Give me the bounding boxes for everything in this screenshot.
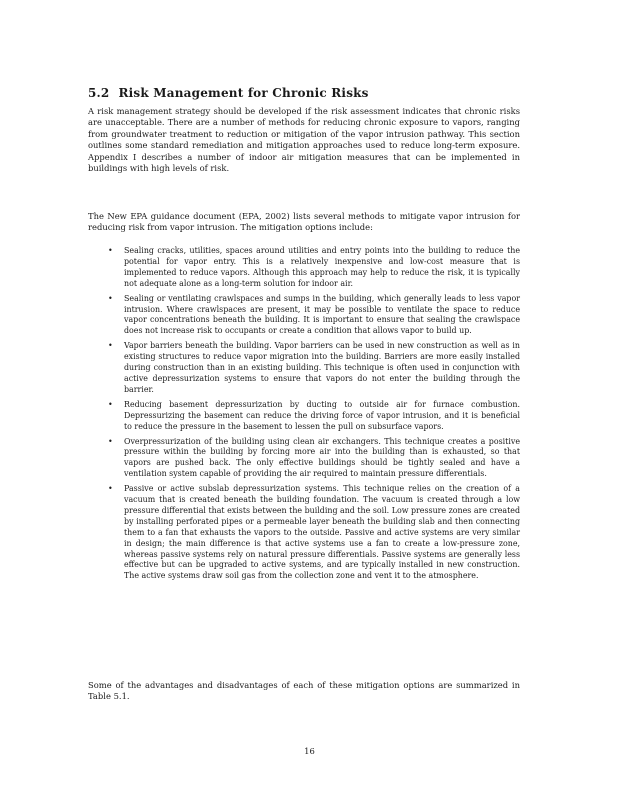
list-item — [108, 400, 520, 433]
list-item-text: Sealing or ventilating crawlspaces and sumps in the building, which generally leads to less vapor intrusion. Where crawlspaces are present, it may be possible to ventilate the space to reduce vapor concentrations beneath the building. It is important to ensure that sealing the crawlspace does not increase risk to occupants or create a condition that allows vapor to build up. — [124, 293, 520, 336]
list-item — [108, 484, 520, 582]
list-item-text: Sealing cracks, utilities, spaces around utilities and entry points into the building to reduce the potential for vapor entry. This is a relatively inexpensive and low-cost measure that is implemented to reduce vapors. Although this approach may help to reduce the risk, it is typically not adequate alone as a long-term solution for indoor air. — [124, 246, 520, 288]
list-item — [108, 294, 520, 338]
bullet-icon: • — [108, 484, 113, 494]
list-item — [108, 246, 520, 290]
list-item-text: Passive or active subslab depressurization systems. This technique relies on the creation of a vacuum that is created beneath the building foundation. The vacuum is created through a low pressure differential that exists between the building and the soil. Low pressure zones are created by installing perforated pipes or a permeable layer beneath the building slab and then connecting them to a fan that exhausts the vapors to the outside. Passive and active systems are very similar in design; the main difference is that active systems use a fan to create a low-pressure zone, whereas passive systems rely on natural pressure differentials. Passive systems are generally less effective but can be upgraded to active systems, and are typically installed in new construction. The active systems draw soil gas from the collection zone and vent it to the atmosphere. — [124, 484, 520, 581]
list-item-text: Overpressurization of the building using clean air exchangers. This technique creates a positive pressure within the building by forcing more air into the building than is exhausted, so that vapors are pushed back. The only effective buildings should be tightly sealed and have a ventilation system capable of providing the air required to maintain pressure differentials. — [124, 436, 520, 479]
bullet-icon: • — [108, 436, 113, 446]
page-number: 16 — [304, 746, 315, 756]
list-item-text: Reducing basement depressurization by ducting to outside air for furnace combustion. Depressurizing the basement can reduce the driving force of vapor intrusion, and it is beneficial to reduce the pressure in the basement to lessen the pull on subsurface vapors. — [124, 399, 520, 431]
list-item-text: Vapor barriers beneath the building. Vapor barriers can be used in new construction as well as in existing structures to reduce vapor migration into the building. Barriers are more easily installed during construction than in an existing building. This technique is often used in conjunction with active depressurization systems to ensure that vapors do not enter the building through the barrier. — [124, 341, 520, 394]
bullet-icon: • — [108, 293, 113, 303]
list-item — [108, 437, 520, 481]
bullet-icon: • — [108, 341, 113, 351]
section-number: 5.2 — [88, 86, 110, 100]
intro-paragraph: A risk management strategy should be developed if the risk assessment indicates that chronic risks are unacceptable. There are a number of methods for reducing chronic exposure to vapors, ranging from groundwater treatment to reduction or mitigation of the vapor intrusion pathway. This section outlines some standard remediation and mitigation approaches used to reduce long-term exposure. Appendix I describes a number of indoor air mitigation measures that can be implemented in buildings with high levels of risk. — [88, 106, 520, 174]
list-item — [108, 341, 520, 396]
mitigation-options-list — [108, 246, 520, 582]
section-heading — [88, 86, 369, 100]
bullet-icon: • — [108, 399, 113, 409]
section-title: Risk Management for Chronic Risks — [118, 86, 369, 100]
options-paragraph: The New EPA guidance document (EPA, 2002) lists several methods to mitigate vapor intrusion for reducing risk from vapor intrusion. The mitigation options include: — [88, 211, 520, 233]
closing-paragraph: Some of the advantages and disadvantages of each of these mitigation options are summarized in Table 5.1. — [88, 680, 520, 702]
bullet-icon: • — [108, 246, 113, 255]
